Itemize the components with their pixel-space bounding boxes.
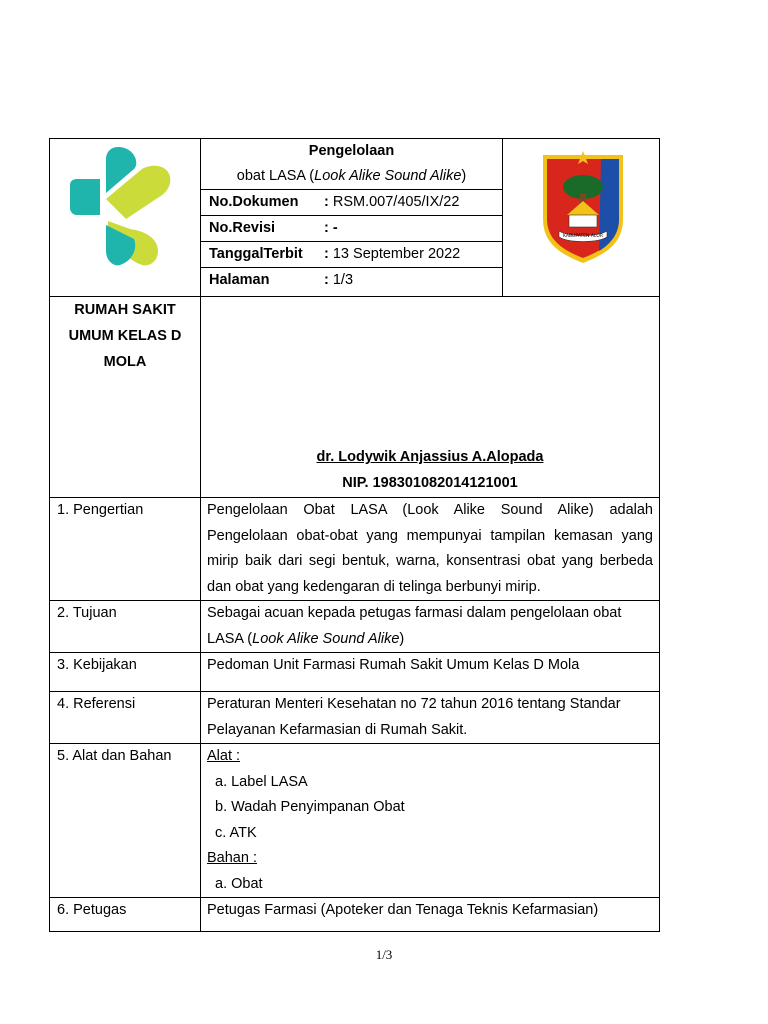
meta-no-dokumen: No.Dokumen : RSM.007/405/IX/22: [201, 189, 502, 215]
content-kebijakan: Pedoman Unit Farmasi Rumah Sakit Umum Kelas D Mola: [201, 653, 660, 692]
list-item: a. Obat: [215, 875, 263, 892]
list-item: c. ATK: [215, 824, 257, 841]
regional-emblem-cell: [503, 139, 660, 297]
hospital-name-cell: [50, 297, 201, 498]
alat-heading: Alat :: [207, 748, 241, 764]
meta-halaman: Halaman : 1/3: [201, 267, 502, 293]
label-kebijakan: 3. Kebijakan: [50, 653, 201, 692]
content-pengertian: Pengelolaan Obat LASA (Look Alike Sound Alike) adalah Pengelolaan obat-obat yang mempunyai tampilan kemasan yang mirip baik dari segi bentuk, warna, konsentrasi obat yang berbeda dan obat yang kedengaran di telinga berbunyi mirip.: [201, 498, 660, 601]
signatory-nip: NIP. 198301082014121001: [342, 475, 518, 491]
label-alat-bahan: 5. Alat dan Bahan: [50, 744, 201, 898]
content-petugas: Petugas Farmasi (Apoteker dan Tenaga Teknis Kefarmasian): [201, 898, 660, 932]
row-alat-bahan: [50, 744, 660, 898]
kemenkes-logo: [50, 139, 201, 292]
regional-emblem-icon: [503, 139, 660, 292]
content-referensi: Peraturan Menteri Kesehatan no 72 tahun 2016 tentang Standar Pelayanan Kefarmasian di Rumah Sakit.: [201, 692, 660, 744]
label-tujuan: 2. Tujuan: [50, 601, 201, 653]
content-tujuan: Sebagai acuan kepada petugas farmasi dalam pengelolaan obat LASA (Look Alike Sound Alike): [201, 601, 660, 653]
content-alat-bahan: [201, 744, 660, 898]
page-number: 1/3: [375, 947, 393, 962]
signature-block: [201, 444, 659, 496]
svg-text:KABUPATEN ALOR: KABUPATEN ALOR: [563, 234, 603, 239]
row-kebijakan: [50, 653, 660, 692]
row-pengertian: [50, 498, 660, 601]
row-petugas: [50, 898, 660, 932]
kemenkes-logo-cell: [50, 139, 201, 297]
meta-tanggal-terbit: TanggalTerbit : 13 September 2022: [201, 241, 502, 267]
label-referensi: 4. Referensi: [50, 692, 201, 744]
title-line1: Pengelolaan: [308, 143, 395, 159]
signatory-name: dr. Lodywik Anjassius A.Alopada: [316, 449, 544, 465]
document-title: [201, 139, 502, 189]
label-pengertian: 1. Pengertian: [50, 498, 201, 601]
list-item: a. Label LASA: [215, 773, 308, 790]
bahan-heading: Bahan :: [207, 850, 257, 866]
hospital-name: RUMAH SAKIT UMUM KELAS D MOLA: [68, 302, 182, 370]
row-referensi: [50, 692, 660, 744]
meta-no-revisi: No.Revisi : -: [201, 215, 502, 241]
document-header: [201, 139, 503, 297]
list-item: b. Wadah Penyimpanan Obat: [215, 799, 405, 815]
title-line2: obat LASA (Look Alike Sound Alike): [236, 168, 467, 184]
label-petugas: 6. Petugas: [50, 898, 201, 932]
row-tujuan: [50, 601, 660, 653]
signature-cell: [201, 297, 660, 498]
sop-table: [49, 138, 660, 932]
